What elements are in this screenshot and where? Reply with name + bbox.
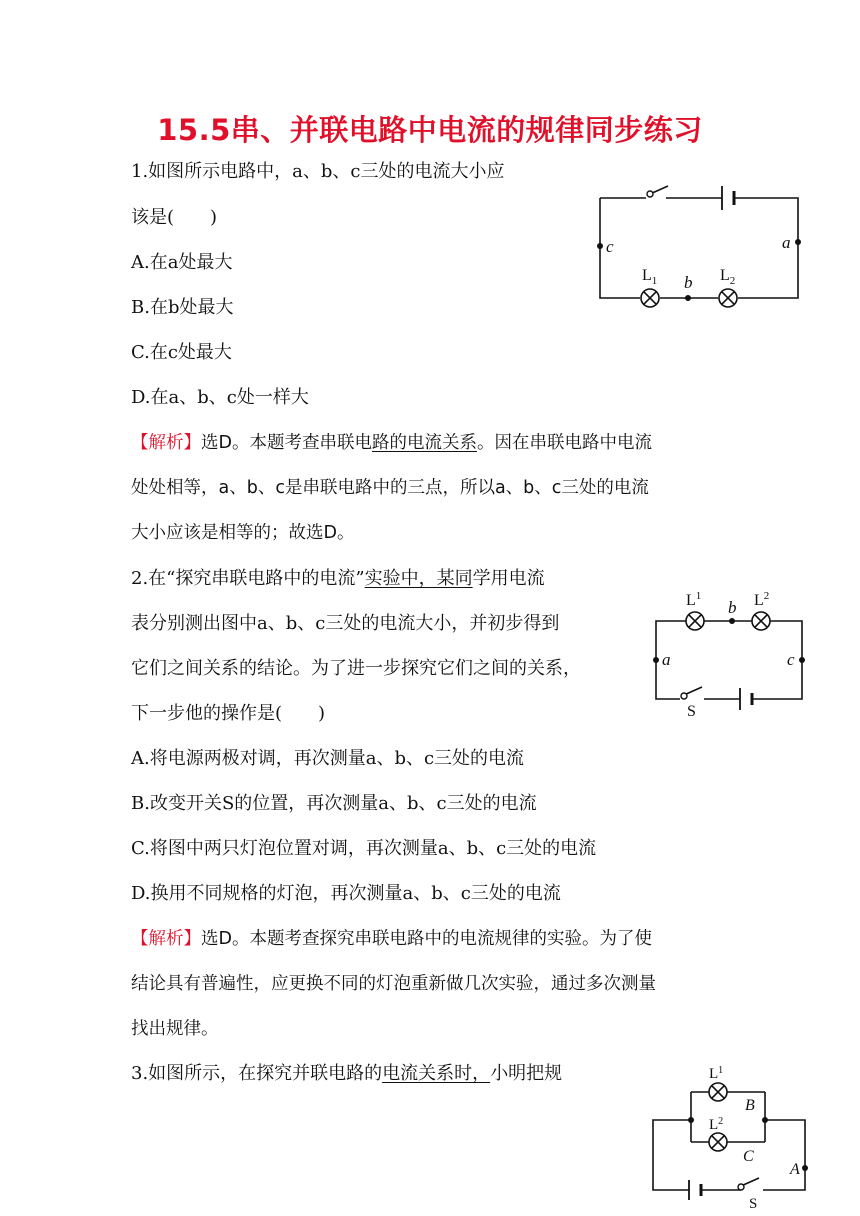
- q1-label-b: b: [684, 273, 693, 292]
- q2-stem-line-4: 下一步他的操作是( ): [131, 703, 326, 724]
- q2-label-a: a: [662, 650, 671, 669]
- q1-option-b: B.在b处最大: [131, 297, 234, 318]
- q2-label-c: c: [787, 650, 795, 669]
- q2-analysis-tag: 【解析】: [131, 929, 201, 949]
- q3-label-b: B: [745, 1097, 755, 1114]
- q2-option-c: C.将图中两只灯泡位置对调，再次测量a、b、c三处的电流: [131, 838, 597, 859]
- page-title: 15.5串、并联电路中电流的规律同步练习: [157, 113, 703, 147]
- q2-stem-line-1: [131, 567, 545, 591]
- q3-lamp-2-label: [709, 1116, 723, 1133]
- q1-lamp-1-sub: 1: [651, 275, 658, 287]
- q2-stem-underlined: 实验中，某同: [364, 568, 473, 589]
- q1-option-a: A.在a处最大: [131, 252, 233, 273]
- q1-circuit-diagram: [580, 170, 820, 315]
- q3-lamp-1-label: [709, 1065, 723, 1082]
- q1-analysis-tag: 【解析】: [131, 433, 201, 453]
- q2-label-b: b: [728, 598, 737, 617]
- q2-option-a: A.将电源两极对调，再次测量a、b、c三处的电流: [131, 748, 525, 769]
- q3-lamp-1-letter: L: [709, 1066, 719, 1082]
- q2-analysis-text: 选D。本题考查探究串联电路中的电流规律的实验。为了使: [201, 929, 652, 949]
- q1-analysis-line-1: [131, 431, 652, 455]
- q2-lamp-2-letter: L: [754, 592, 764, 609]
- q3-label-c: C: [743, 1148, 754, 1165]
- q2-lamp-1-letter: L: [686, 592, 696, 609]
- q3-label-a: A: [790, 1161, 800, 1178]
- q3-stem-line-1: [131, 1062, 562, 1086]
- q1-option-c: C.在c处最大: [131, 342, 232, 363]
- q1-analysis-text: 选D。本题考查串联电: [201, 433, 372, 453]
- q1-lamp-1-label: [642, 267, 657, 287]
- q2-analysis-line-3: 找出规律。: [131, 1019, 219, 1039]
- q1-label-a: a: [782, 233, 791, 252]
- q1-option-d: D.在a、b、c处一样大: [131, 387, 309, 408]
- q2-stem-line-2: 表分别测出图中a、b、c三处的电流大小，并初步得到: [131, 613, 560, 634]
- q2-switch-label: S: [687, 703, 696, 720]
- q2-lamp-1-sub: 1: [695, 590, 702, 602]
- q2-stem-text: 2.在“探究串联电路中的电流”: [131, 568, 365, 589]
- q1-analysis-text-end: 。因在串联电路中电流: [476, 433, 652, 453]
- q3-stem-text-end: 小明把规: [490, 1063, 563, 1084]
- q2-stem-text-end: 学用电流: [472, 568, 545, 589]
- q1-stem-line-2: 该是( ): [131, 207, 218, 228]
- q3-stem-underlined: 电流关系时，: [382, 1063, 491, 1084]
- q1-stem-line-1: 1.如图所示电路中，a、b、c三处的电流大小应: [131, 161, 505, 182]
- q1-lamp-1-letter: L: [642, 267, 652, 284]
- q2-circuit-diagram: [640, 585, 820, 720]
- q3-lamp-2-letter: L: [709, 1117, 719, 1133]
- q3-switch-label: S: [749, 1196, 758, 1212]
- q2-lamp-1-label: [686, 590, 701, 609]
- q1-lamp-2-letter: L: [720, 267, 730, 284]
- q3-lamp-1-sub: 1: [718, 1065, 724, 1076]
- q1-analysis-underlined: 路的电流关系: [371, 433, 477, 453]
- q2-lamp-2-label: [754, 590, 769, 609]
- q2-option-b: B.改变开关S的位置，再次测量a、b、c三处的电流: [131, 793, 537, 814]
- q3-lamp-2-sub: 2: [718, 1116, 724, 1127]
- q2-analysis-line-2: 结论具有普遍性，应更换不同的灯泡重新做几次实验，通过多次测量: [131, 974, 656, 994]
- q3-stem-text: 3.如图所示，在探究并联电路的: [131, 1063, 383, 1084]
- q1-analysis-line-3: 大小应该是相等的；故选D。: [131, 523, 355, 543]
- q1-lamp-2-sub: 2: [729, 275, 736, 287]
- q1-lamp-2-label: [720, 267, 735, 287]
- q2-stem-line-3: 它们之间关系的结论。为了进一步探究它们之间的关系，: [131, 658, 581, 679]
- q2-lamp-2-sub: 2: [763, 590, 770, 602]
- q2-option-d: D.换用不同规格的灯泡，再次测量a、b、c三处的电流: [131, 883, 561, 904]
- q3-circuit-diagram: [645, 1062, 815, 1212]
- q1-label-c: c: [606, 237, 614, 256]
- q1-analysis-line-2: 处处相等，a、b、c是串联电路中的三点，所以a、b、c三处的电流: [131, 478, 649, 498]
- q2-analysis-line-1: [131, 927, 652, 951]
